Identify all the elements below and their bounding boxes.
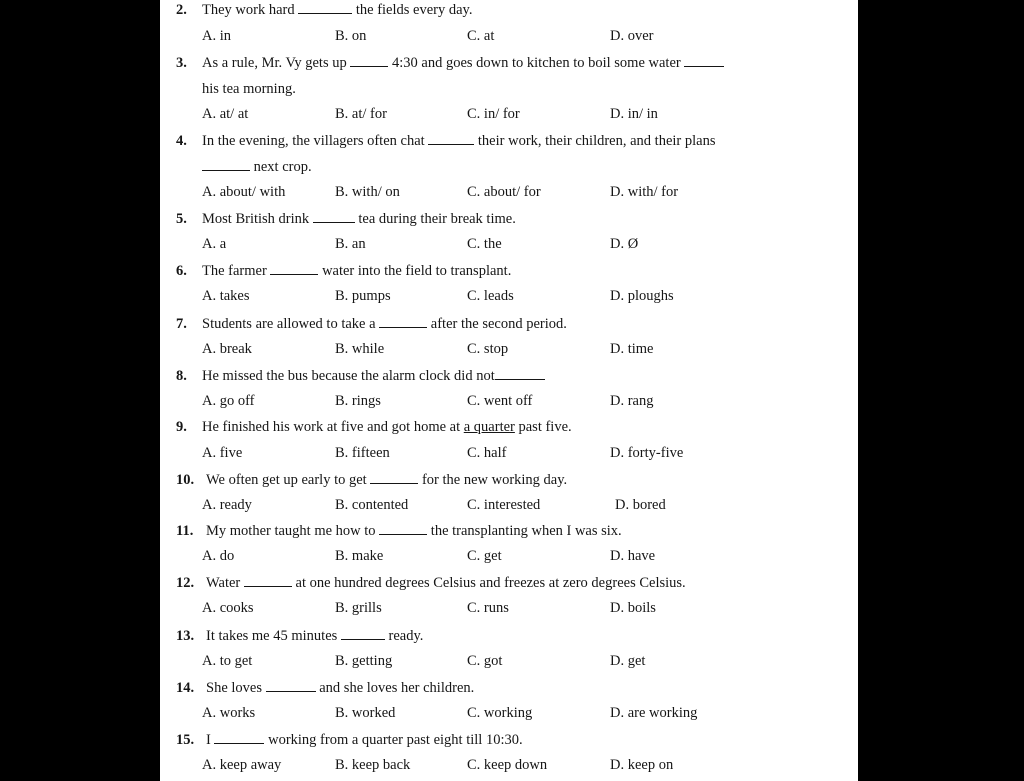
option-b: B. contented [335, 497, 409, 513]
option-d: D. in/ in [610, 106, 658, 122]
option-c: C. leads [467, 288, 514, 304]
option-a: A. at/ at [202, 106, 249, 122]
question-number: 3. [176, 55, 187, 71]
answer-blank [214, 730, 264, 744]
question-number: 8. [176, 368, 187, 384]
option-c: C. interested [467, 497, 541, 513]
answer-blank [202, 157, 250, 171]
option-a: A. to get [202, 653, 253, 669]
answer-blank [379, 521, 427, 535]
option-b: B. getting [335, 653, 393, 669]
option-d: D. with/ for [610, 184, 679, 200]
answer-blank [341, 626, 385, 640]
question-8: 8. He missed the bus because the alarm clock did not [176, 366, 545, 385]
answer-blank [684, 53, 724, 67]
worksheet-page [160, 0, 858, 781]
option-d: D. rang [610, 393, 654, 409]
question-number: 9. [176, 419, 187, 435]
option-d: D. bored [615, 497, 666, 513]
option-b: B. an [335, 236, 366, 252]
option-b: B. worked [335, 705, 396, 721]
question-14: 14. She loves and she loves her children. [176, 680, 475, 696]
question-5: 5. Most British drink tea during their break time. [176, 211, 516, 227]
option-c: C. keep down [467, 757, 548, 773]
option-b: B. keep back [335, 757, 411, 773]
question-number: 5. [176, 211, 187, 227]
question-number: 12. [176, 575, 195, 591]
question-number: 10. [176, 472, 195, 488]
option-d: D. boils [610, 600, 656, 616]
answer-blank [270, 261, 318, 275]
option-d: D. forty-five [610, 445, 684, 461]
question-number: 14. [176, 680, 195, 696]
option-b: B. pumps [335, 288, 391, 304]
question-10: 10. We often get up early to get for the new working day. [176, 472, 568, 488]
answer-blank [298, 0, 352, 14]
option-c: C. get [467, 548, 502, 564]
question-number: 13. [176, 628, 195, 644]
answer-blank [379, 314, 427, 328]
option-a: A. works [202, 705, 256, 721]
option-a: A. takes [202, 288, 250, 304]
option-d: D. are working [610, 705, 698, 721]
option-a: A. go off [202, 393, 255, 409]
option-c: C. stop [467, 341, 509, 357]
option-a: A. do [202, 548, 235, 564]
question-7: 7. Students are allowed to take a after the second period. [176, 316, 567, 332]
option-d: D. have [610, 548, 656, 564]
answer-blank [370, 470, 418, 484]
option-a: A. ready [202, 497, 252, 513]
answer-blank [244, 573, 292, 587]
option-c: C. at [467, 28, 495, 44]
answer-blank [313, 209, 355, 223]
question-2: 2. They work hard the fields every day. [176, 2, 473, 18]
question-12: 12. Water at one hundred degrees Celsius and freezes at zero degrees Celsius. [176, 575, 686, 591]
option-c: C. runs [467, 600, 509, 616]
option-a: A. in [202, 28, 231, 44]
option-c: C. went off [467, 393, 533, 409]
option-c: C. half [467, 445, 507, 461]
option-a: A. about/ with [202, 184, 286, 200]
question-4: 4. In the evening, the villagers often chat their work, their children, and their plans [176, 133, 716, 149]
question-number: 6. [176, 263, 187, 279]
question-3: 3. As a rule, Mr. Vy gets up 4:30 and goes down to kitchen to boil some water [176, 53, 724, 72]
option-b: B. make [335, 548, 384, 564]
option-d: D. keep on [610, 757, 674, 773]
answer-blank [428, 131, 474, 145]
option-b: B. fifteen [335, 445, 390, 461]
option-d: D. ploughs [610, 288, 674, 304]
question-3-continuation: his tea morning. [202, 81, 296, 97]
question-number: 11. [176, 523, 194, 539]
option-a: A. break [202, 341, 252, 357]
question-number: 15. [176, 732, 195, 748]
option-d: D. over [610, 28, 654, 44]
option-b: B. grills [335, 600, 382, 616]
option-a: A. cooks [202, 600, 254, 616]
answer-blank [350, 53, 388, 67]
question-13: 13. It takes me 45 minutes ready. [176, 628, 424, 644]
option-c: C. the [467, 236, 502, 252]
option-c: C. about/ for [467, 184, 541, 200]
question-9: 9. He finished his work at five and got home at a quarter past five. [176, 419, 572, 435]
answer-blank [495, 366, 545, 380]
question-15: 15. I working from a quarter past eight till 10:30. [176, 732, 523, 748]
question-number: 4. [176, 133, 187, 149]
answer-blank [266, 678, 316, 692]
option-d: D. get [610, 653, 646, 669]
option-c: C. in/ for [467, 106, 520, 122]
option-c: C. got [467, 653, 503, 669]
option-d: D. time [610, 341, 654, 357]
question-number: 7. [176, 316, 187, 332]
question-11: 11. My mother taught me how to the transplanting when I was six. [176, 523, 622, 539]
option-c: C. working [467, 705, 533, 721]
option-a: A. keep away [202, 757, 282, 773]
option-b: B. at/ for [335, 106, 387, 122]
option-b: B. while [335, 341, 385, 357]
question-number: 2. [176, 2, 187, 18]
option-b: B. rings [335, 393, 381, 409]
option-d: D. Ø [610, 236, 639, 252]
underlined-phrase: a quarter [463, 419, 515, 435]
question-6: 6. The farmer water into the field to transplant. [176, 263, 512, 279]
option-a: A. five [202, 445, 243, 461]
option-b: B. with/ on [335, 184, 400, 200]
question-4-continuation: next crop. [202, 157, 312, 176]
option-b: B. on [335, 28, 367, 44]
option-a: A. a [202, 236, 227, 252]
